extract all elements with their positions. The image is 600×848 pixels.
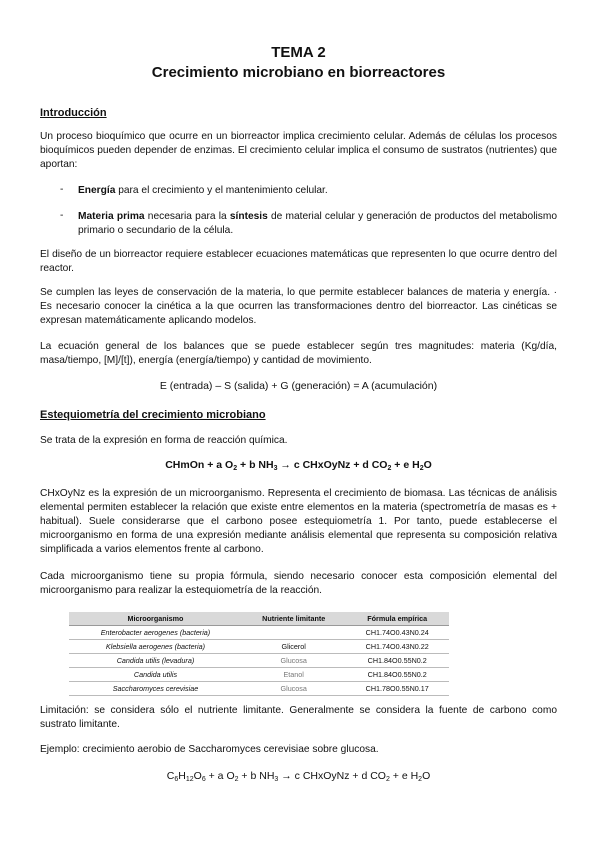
table-cell-nutrient: Etanol — [242, 668, 346, 682]
bullet-energia-text: para el crecimiento y el mantenimiento celular. — [115, 185, 328, 196]
stoichiometry-paragraph-1: Se trata de la expresión en forma de reacción química. — [40, 435, 288, 446]
bullet-dash: - — [60, 210, 64, 221]
stoichiometry-paragraph-2: CHxOyNz es la expresión de un microorganismo. Representa el crecimiento de biomasa. Las técnicas de análisis elemental permiten establecer la relación que existe entre elementos en la materia (spectrometría de masas es + habitual). Suele considerarse que el carbono posee estequiometría 1. Por tanto, puede establecerse el microorganismo en forma de una expresión mediante análisis elemental que representa su composición relativa simplificada a varios elementos frente al carbono. — [40, 488, 557, 555]
intro-paragraph-4: La ecuación general de los balances que se puede establecer según tres magnitudes: materia (Kg/día, masa/tiempo, [M]/[t]), energía (energía/tiempo) y cantidad de movimiento. — [40, 341, 557, 366]
bullet-materia-bold: Materia prima — [78, 211, 145, 222]
intro-heading: Introducción — [40, 107, 107, 119]
table-cell-organism: Enterobacter aerogenes (bacteria) — [69, 626, 242, 640]
limitation-paragraph: Limitación: se considera sólo el nutriente limitante. Generalmente se considera la fuente de carbono como sustrato limitante. — [40, 705, 557, 730]
page-title: TEMA 2 — [271, 44, 326, 61]
stoichiometry-paragraph-3: Cada microorganismo tiene su propia fórmula, siendo necesario conocer esta composición elemental del microorganismo para realizar la estequiometría de la reacción. — [40, 571, 557, 596]
table-cell-formula: CH1.74O0.43N0.22 — [345, 640, 449, 654]
stoichiometry-heading: Estequiometría del crecimiento microbiano — [40, 409, 266, 421]
table-cell-nutrient: Glicerol — [242, 640, 346, 654]
bullet-dash: - — [60, 184, 64, 195]
table-header: Fórmula empírica — [345, 612, 449, 626]
table-cell-nutrient: Glucosa — [242, 654, 346, 668]
table-row — [69, 640, 449, 654]
intro-paragraph-3: Se cumplen las leyes de conservación de la materia, lo que permite establecer balances de materia y energía. · Es necesario conocer la cinética a la que ocurren las transformaciones dentro del biorreactor. Las cinéticas se expresan matemáticamente aplicando modelos. — [40, 287, 557, 326]
intro-paragraph-2: El diseño de un biorreactor requiere establecer ecuaciones matemáticas que representen lo que ocurre dentro del reactor. — [40, 249, 557, 274]
balance-equation: E (entrada) – S (salida) + G (generación) = A (acumulación) — [159, 380, 438, 392]
table-cell-formula: CH1.84O0.55N0.2 — [345, 668, 449, 682]
table-cell-organism: Saccharomyces cerevisiae — [69, 682, 242, 696]
bullet-sintesis-bold: síntesis — [229, 211, 268, 222]
bullet-materia — [78, 210, 557, 238]
table-row — [69, 654, 449, 668]
table-header: Microorganismo — [69, 612, 242, 626]
intro-paragraph-1: Un proceso bioquímico que ocurre en un biorreactor implica crecimiento celular. Además de células los procesos bioquímicos pueden depender de enzimas. El crecimiento celular implica el consumo de sustratos (nutrientes) que aportan: — [40, 131, 557, 170]
page-subtitle: Crecimiento microbiano en biorreactores — [151, 64, 446, 81]
table-cell-nutrient — [242, 626, 346, 640]
reaction-equation-bold: CHmOn + a $O_2 + b$ $NH_3 \to c$ CHxOyNz + d $CO_2 + e$ $H_2O$ — [165, 459, 432, 472]
bullet-energia-bold: Energía — [78, 185, 116, 196]
table-cell-organism: Klebsiella aerogenes (bacteria) — [69, 640, 242, 654]
table-cell-formula: CH1.74O0.43N0.24 — [345, 626, 449, 640]
table-cell-organism: Candida utilis (levadura) — [69, 654, 242, 668]
table-row — [69, 668, 449, 682]
bullet-materia-text: necesaria para la — [144, 211, 230, 222]
microorganism-table — [69, 612, 449, 696]
example-equation: $C_6H_{12}O_6 + a$ $O_2 + b$ $NH_3 \to c$ CHxOyNz + d $CO_2 + e$ $H_2O$ — [166, 770, 431, 783]
bullet-energia — [78, 184, 557, 198]
table-cell-nutrient: Glucosa — [242, 682, 346, 696]
table-cell-formula: CH1.84O0.55N0.2 — [345, 654, 449, 668]
table-row — [69, 626, 449, 640]
bullet-materia-rest: de material celular y generación de productos del metabolismo primario o secundario de la célula. — [78, 211, 557, 236]
table-cell-organism: Candida utilis — [69, 668, 242, 682]
example-paragraph: Ejemplo: crecimiento aerobio de Saccharomyces cerevisiae sobre glucosa. — [40, 744, 379, 755]
table-cell-formula: CH1.78O0.55N0.17 — [345, 682, 449, 696]
table-row — [69, 682, 449, 696]
table-header: Nutriente limitante — [242, 612, 346, 626]
table-header-row — [69, 612, 449, 626]
